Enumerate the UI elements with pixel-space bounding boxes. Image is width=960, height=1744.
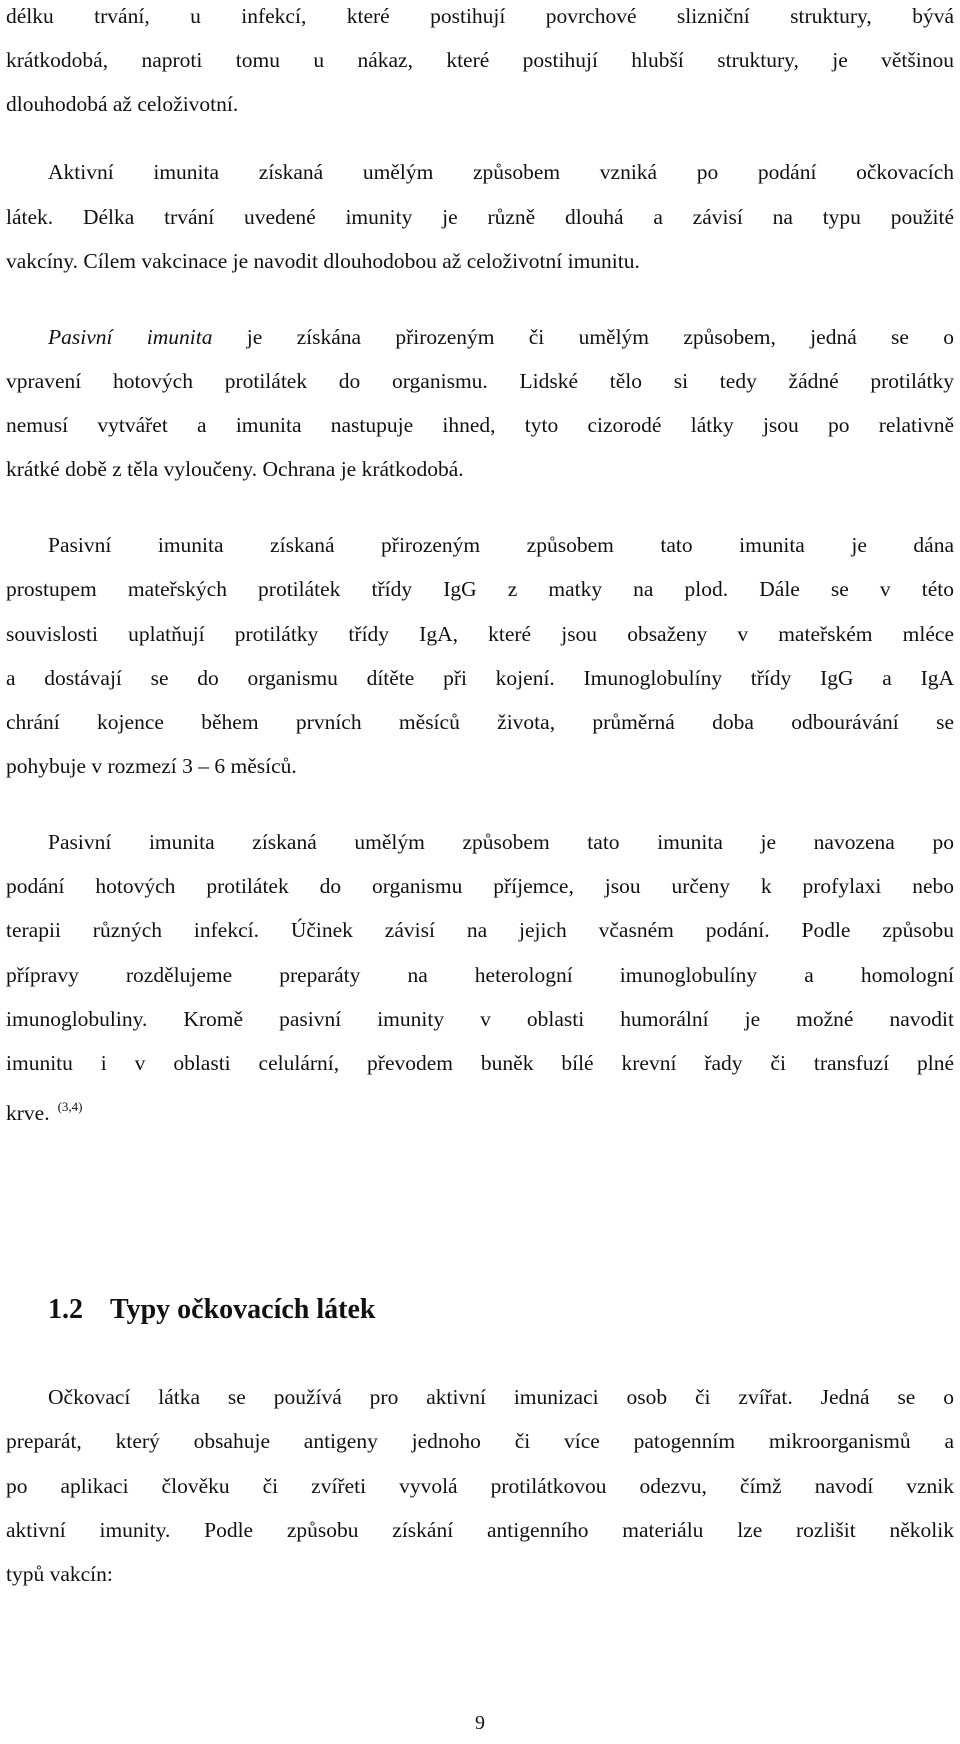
paragraph-1-line-1: délku trvání, u infekcí, které postihují povrchové slizniční struktury, bývá: [6, 4, 954, 28]
paragraph-3-line-3: nemusí vytvářet a imunita nastupuje ihned, tyto cizorodé látky jsou po relativně: [6, 413, 954, 437]
paragraph-4-line-4: a dostávají se do organismu dítěte při kojení. Imunoglobulíny třídy IgG a IgA: [6, 666, 954, 690]
paragraph-5-line-4: přípravy rozdělujeme preparáty na heterologní imunoglobulíny a homologní: [6, 963, 954, 987]
page-number: 9: [475, 1712, 485, 1734]
section-heading: [48, 1292, 375, 1328]
paragraph-3-line-2: vpravení hotových protilátek do organismu. Lidské tělo si tedy žádné protilátky: [6, 369, 954, 393]
section-heading-title: Typy očkovacích látek: [110, 1294, 376, 1325]
paragraph-6-line-2: preparát, který obsahuje antigeny jednoho či více patogenním mikroorganismů a: [6, 1429, 954, 1453]
paragraph-6-line-1: Očkovací látka se používá pro aktivní imunizaci osob či zvířat. Jedná se o: [48, 1385, 954, 1409]
paragraph-2-line-3: vakcíny. Cílem vakcinace je navodit dlouhodobou až celoživotní imunitu.: [6, 249, 640, 273]
paragraph-2-line-1: Aktivní imunita získaná umělým způsobem vzniká po podání očkovacích: [48, 160, 954, 184]
paragraph-2-line-2: látek. Délka trvání uvedené imunity je různě dlouhá a závisí na typu použité: [6, 205, 954, 229]
paragraph-3-line-1-text: je získána přirozeným či umělým způsobem, jedná se o: [212, 325, 954, 349]
paragraph-6-line-3: po aplikaci člověku či zvířeti vyvolá protilátkovou odezvu, čímž navodí vznik: [6, 1474, 954, 1498]
paragraph-5-line-5: imunoglobuliny. Kromě pasivní imunity v oblasti humorální je možné navodit: [6, 1007, 954, 1031]
paragraph-6-line-4: aktivní imunity. Podle způsobu získání antigenního materiálu lze rozlišit několik: [6, 1518, 954, 1542]
paragraph-3-lead-italic: Pasivní imunita: [48, 325, 213, 349]
paragraph-4-line-5: chrání kojence během prvních měsíců života, průměrná doba odbourávání se: [6, 710, 954, 734]
section-heading-number: 1.2: [48, 1294, 83, 1325]
paragraph-4-line-1: Pasivní imunita získaná přirozeným způsobem tato imunita je dána: [48, 533, 954, 557]
paragraph-1-line-2: krátkodobá, naproti tomu u nákaz, které postihují hlubší struktury, je většinou: [6, 48, 954, 72]
paragraph-5-line-7-text: krve.: [6, 1101, 50, 1125]
paragraph-3-line-4: krátké době z těla vyloučeny. Ochrana je krátkodobá.: [6, 457, 464, 481]
paragraph-3-line-1: [48, 323, 954, 351]
paragraph-4-line-6: pohybuje v rozmezí 3 – 6 měsíců.: [6, 754, 297, 778]
paragraph-5-line-1: Pasivní imunita získaná umělým způsobem tato imunita je navozena po: [48, 830, 954, 854]
paragraph-1-line-3: dlouhodobá až celoživotní.: [6, 92, 239, 116]
paragraph-5-line-7: [6, 1093, 954, 1127]
paragraph-4-line-2: prostupem mateřských protilátek třídy IgG z matky na plod. Dále se v této: [6, 577, 954, 601]
paragraph-4-line-3: souvislosti uplatňují protilátky třídy IgA, které jsou obsaženy v mateřském mléce: [6, 622, 954, 646]
paragraph-5-line-3: terapii různých infekcí. Účinek závisí na jejich včasném podání. Podle způsobu: [6, 918, 954, 942]
paragraph-6-line-5: typů vakcín:: [6, 1562, 113, 1586]
paragraph-5-line-6: imunitu i v oblasti celulární, převodem buněk bílé krevní řady či transfuzí plné: [6, 1051, 954, 1075]
citation-reference: (3,4): [57, 1099, 83, 1114]
paragraph-5-line-2: podání hotových protilátek do organismu příjemce, jsou určeny k profylaxi nebo: [6, 874, 954, 898]
